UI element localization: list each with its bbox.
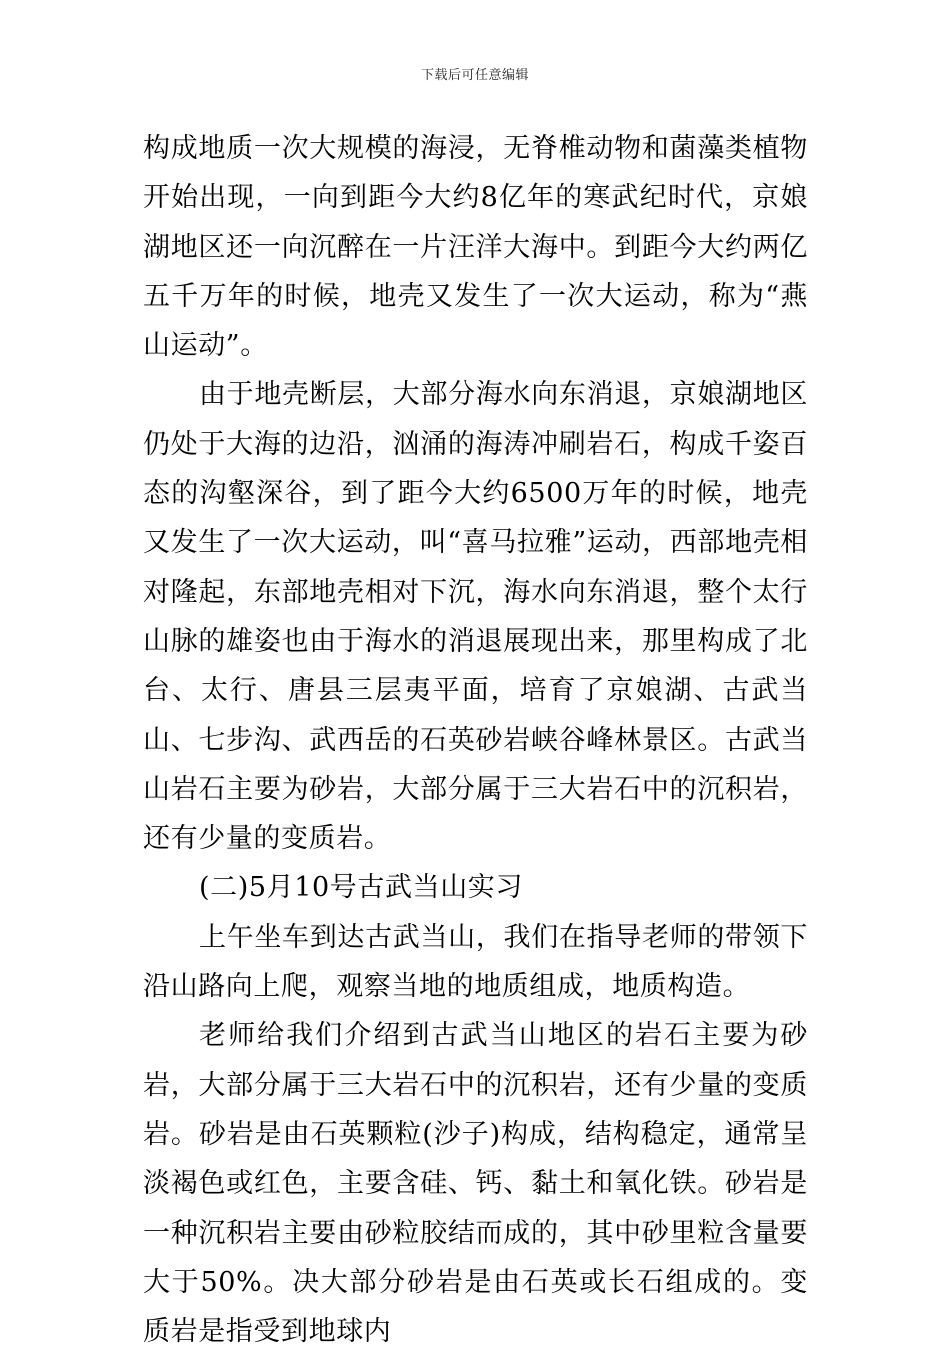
page-header: 下载后可任意编辑 — [420, 68, 529, 83]
paragraph: 由于地壳断层，大部分海水向东消退，京娘湖地区仍处于大海的边沿，汹涌的海涛冲刷岩石，构成千姿百态的沟壑深谷，到了距今大约6500万年的时候，地壳又发生了一次大运动，叫“喜马拉雅”运动，西部地壳相对隆起，东部地壳相对下沉，海水向东消退，整个太行山脉的雄姿也由于海水的消退展现出来，那里构成了北台、太行、唐县三层夷平面，培育了京娘湖、古武当山、七步沟、武西岳的石英砂岩峡谷峰林景区。古武当山岩石主要为砂岩，大部分属于三大岩石中的沉积岩，还有少量的变质岩。 — [143, 379, 808, 855]
paragraph: 构成地质一次大规模的海浸，无脊椎动物和菌藻类植物开始出现，一向到距今大约8亿年的寒武纪时代，京娘湖地区还一向沉醉在一片汪洋大海中。到距今大约两亿五千万年的时候，地壳又发生了一次大运动，称为“燕山运动”。 — [143, 133, 808, 362]
document-body — [143, 124, 808, 1356]
paragraph: 上午坐车到达古武当山，我们在指导老师的带领下沿山路向上爬，观察当地的地质组成，地质构造。 — [143, 921, 808, 1003]
paragraph: 老师给我们介绍到古武当山地区的岩石主要为砂岩，大部分属于三大岩石中的沉积岩，还有少量的变质岩。砂岩是由石英颗粒(沙子)构成，结构稳定，通常呈淡褐色或红色，主要含硅、钙、黏土和氧化铁。砂岩是一种沉积岩主要由砂粒胶结而成的，其中砂里粒含量要大于50%。决大部分砂岩是由石英或长石组成的。变质岩是指受到地球内 — [143, 1020, 808, 1348]
section-heading: (二)5月10号古武当山实习 — [199, 872, 524, 904]
